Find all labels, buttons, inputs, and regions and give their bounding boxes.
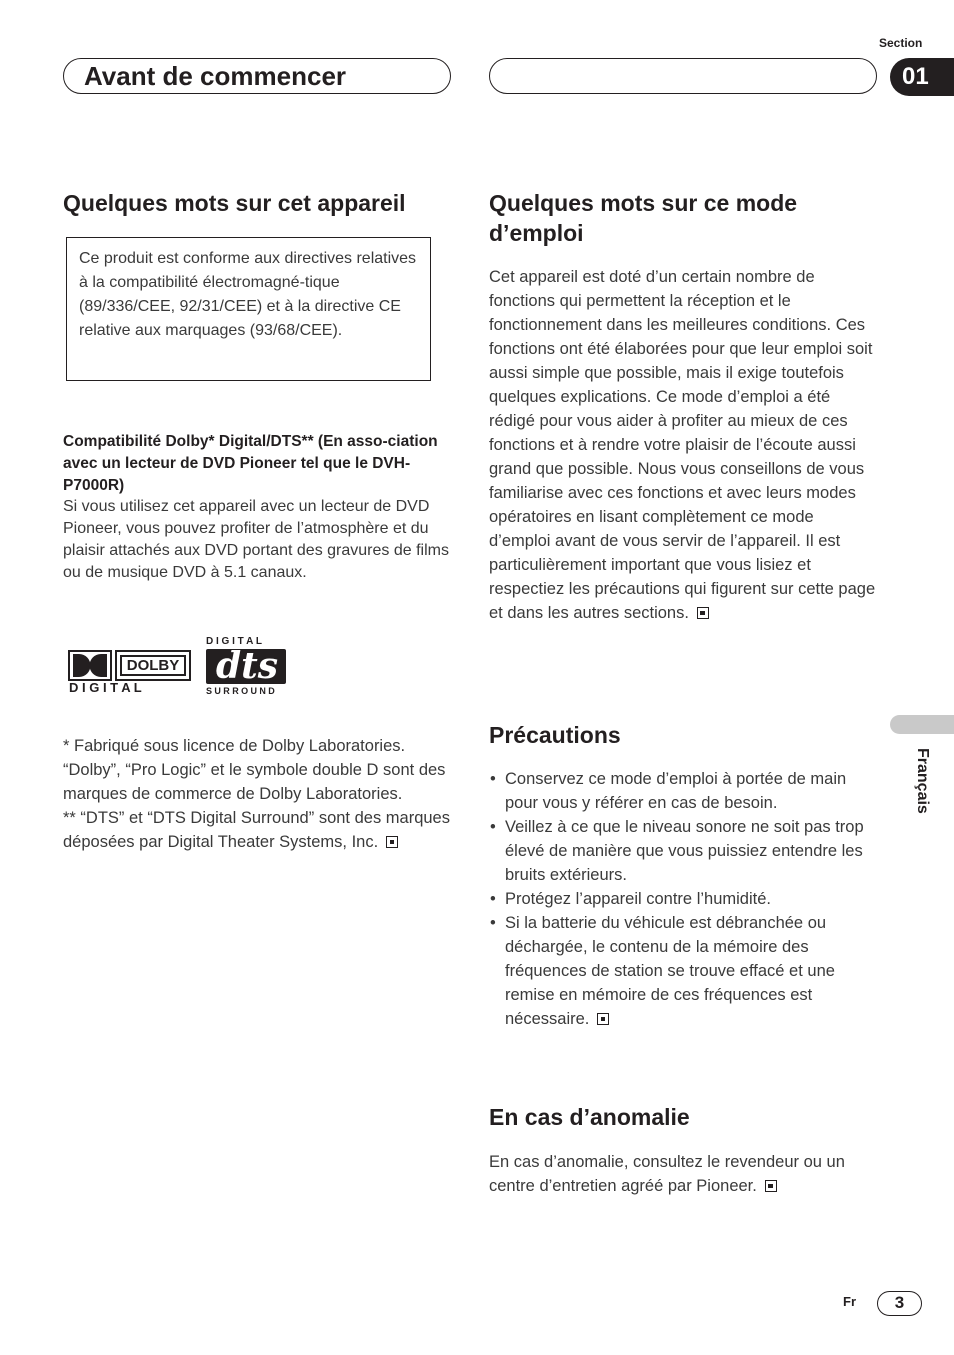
end-mark-icon xyxy=(386,836,398,848)
heading-precautions: Précautions xyxy=(489,722,621,748)
list-item: • Conservez ce mode d’emploi à portée de main pour vous y référer en cas de besoin. xyxy=(489,767,879,815)
page-title: Avant de commencer xyxy=(84,61,347,91)
footnotes xyxy=(63,734,455,854)
footnote-dts xyxy=(63,806,455,854)
footer-language-code: Fr xyxy=(843,1294,856,1309)
language-tab xyxy=(890,715,954,734)
dts-surround-logo xyxy=(204,636,290,698)
heading-about-device: Quelques mots sur cet appareil xyxy=(63,190,406,216)
conformity-notice-box: Ce produit est conforme aux directives relatives à la compatibilité électromagné-tique (89/336/CEE, 92/31/CEE) et à la directive CE relative aux marquages (93/68/CEE). xyxy=(66,237,431,381)
section-number-badge: 01 xyxy=(890,58,954,96)
anomaly-body xyxy=(489,1150,869,1198)
dolby-dts-heading: Compatibilité Dolby* Digital/DTS** (En asso-ciation avec un lecteur de DVD Pioneer tel que le DVH-P7000R) xyxy=(63,433,438,494)
anomaly-body-text: En cas d’anomalie, consultez le revendeur ou un centre d’entretien agréé par Pioneer. xyxy=(489,1153,845,1195)
end-mark-icon xyxy=(597,1013,609,1025)
dts-digital-text: D I G I T A L xyxy=(206,636,262,647)
page-number: 3 xyxy=(877,1291,922,1316)
dolby-word: DOLBY xyxy=(120,655,186,676)
header-blank-frame xyxy=(489,58,877,94)
list-item xyxy=(489,911,879,1031)
precautions-list xyxy=(489,767,879,1031)
heading-about-manual: Quelques mots sur ce mode d’emploi xyxy=(489,190,798,246)
manual-body xyxy=(489,265,879,625)
manual-body-text: Cet appareil est doté d’un certain nombre de fonctions qui permettent la réception et le fonctionnement dans les meilleures conditions. Ces fonctions ont été élaborées pour que leur emploi soit aussi simple que possible, mais il exige toutefois quelques explications. Ce mode d’emploi a été rédigé pour vous aider à profiter au mieux de ces fonctions et à rendre votre plaisir de l’écoute aussi grand que possible. Nous vous conseillons de vous familiarise avec ces fonctions et avec leurs modes opératoires en lisant complètement ce mode d’emploi avant de vous servir de l’appareil. Il est particulièrement important que vous lisiez et respectiez les précautions qui figurent sur cette page et dans les autres sections. xyxy=(489,268,876,622)
dts-word: dts xyxy=(215,645,279,687)
list-item: • Protégez l’appareil contre l’humidité. xyxy=(489,887,879,911)
footnote-dolby: * Fabriqué sous licence de Dolby Laboratories. “Dolby”, “Pro Logic” et le symbole double D sont des marques de commerce de Dolby Laboratories. xyxy=(63,737,446,803)
dolby-digital-text: D I G I T A L xyxy=(69,680,142,695)
end-mark-icon xyxy=(697,607,709,619)
dolby-digital-logo xyxy=(68,650,192,696)
section-label: Section xyxy=(879,36,923,50)
heading-anomaly: En cas d’anomalie xyxy=(489,1104,690,1130)
list-item-text: Si la batterie du véhicule est débranchée ou déchargée, le contenu de la mémoire des fréquences de station se trouve effacé et une remise en mémoire de ces fréquences est nécessaire. xyxy=(505,914,835,1028)
footnote-dts-text: ** “DTS” et “DTS Digital Surround” sont des marques déposées par Digital Theater Systems, Inc. xyxy=(63,809,450,851)
end-mark-icon xyxy=(765,1180,777,1192)
list-item: • Veillez à ce que le niveau sonore ne soit pas trop élevé de manière que vous puissiez entendre les bruits extérieurs. xyxy=(489,815,879,887)
dolby-dts-body: Si vous utilisez cet appareil avec un lecteur de DVD Pioneer, vous pouvez profiter de l’atmosphère et du plaisir attachés aux DVD portant des gravures de films ou de musique DVD à 5.1 canaux. xyxy=(63,498,449,581)
dts-surround-text: SURROUND xyxy=(206,686,278,696)
language-label: Français xyxy=(914,748,931,814)
